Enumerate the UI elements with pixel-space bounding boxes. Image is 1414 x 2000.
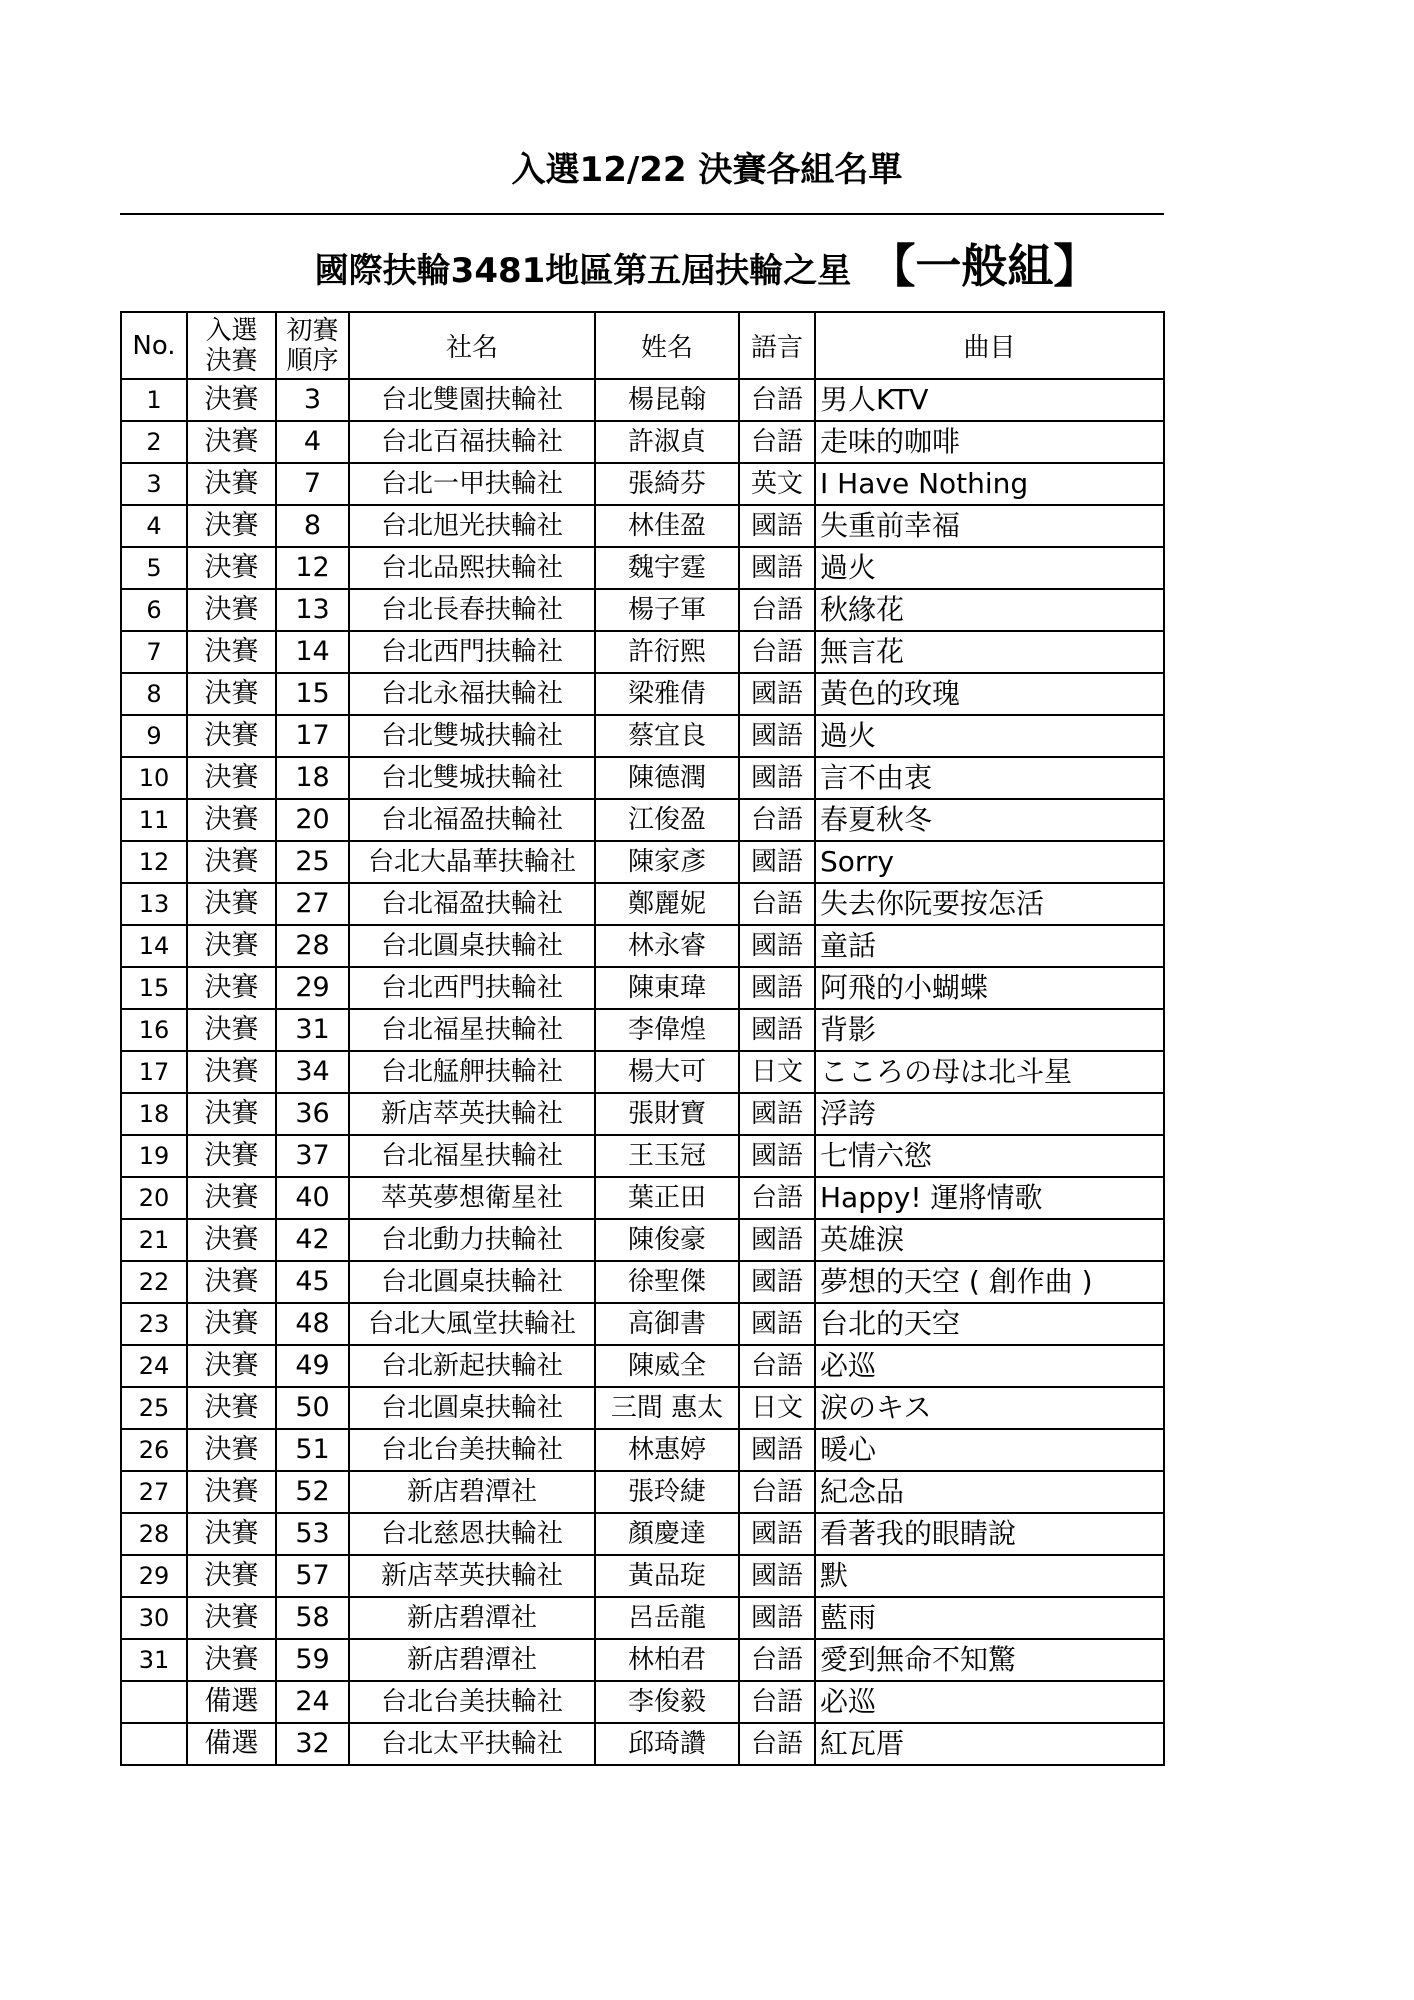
cell-name: 鄭麗妮 bbox=[595, 883, 739, 925]
cell-order: 53 bbox=[276, 1513, 349, 1555]
cell-stage: 決賽 bbox=[187, 925, 276, 967]
cell-no: 7 bbox=[121, 631, 187, 673]
cell-club: 萃英夢想衛星社 bbox=[349, 1177, 595, 1219]
cell-name: 楊大可 bbox=[595, 1051, 739, 1093]
cell-language: 台語 bbox=[739, 631, 815, 673]
cell-language: 國語 bbox=[739, 1219, 815, 1261]
table-title bbox=[0, 232, 1414, 308]
cell-language: 國語 bbox=[739, 1135, 815, 1177]
cell-no: 10 bbox=[121, 757, 187, 799]
cell-order: 58 bbox=[276, 1597, 349, 1639]
cell-language: 國語 bbox=[739, 1009, 815, 1051]
cell-order: 25 bbox=[276, 841, 349, 883]
cell-stage: 決賽 bbox=[187, 1639, 276, 1681]
header-name: 姓名 bbox=[595, 312, 739, 379]
cell-club: 台北大風堂扶輪社 bbox=[349, 1303, 595, 1345]
cell-no: 20 bbox=[121, 1177, 187, 1219]
header-stage-line-2: 決賽 bbox=[205, 345, 258, 376]
cell-stage: 決賽 bbox=[187, 883, 276, 925]
cell-name: 林惠婷 bbox=[595, 1429, 739, 1471]
cell-song: 紀念品 bbox=[815, 1471, 1164, 1513]
cell-language: 國語 bbox=[739, 1093, 815, 1135]
cell-name: 徐聖傑 bbox=[595, 1261, 739, 1303]
cell-language: 台語 bbox=[739, 1471, 815, 1513]
cell-song: Happy! 運將情歌 bbox=[815, 1177, 1164, 1219]
cell-no: 8 bbox=[121, 673, 187, 715]
cell-language: 國語 bbox=[739, 1303, 815, 1345]
cell-no: 14 bbox=[121, 925, 187, 967]
cell-name: 蔡宜良 bbox=[595, 715, 739, 757]
table-row bbox=[121, 1597, 1164, 1639]
cell-song: 男人KTV bbox=[815, 379, 1164, 421]
header-no: No. bbox=[121, 312, 187, 379]
cell-club: 台北旭光扶輪社 bbox=[349, 505, 595, 547]
cell-name: 江俊盈 bbox=[595, 799, 739, 841]
table-title-main: 國際扶輪3481地區第五屆扶輪之星 bbox=[314, 251, 852, 291]
cell-club: 台北圓桌扶輪社 bbox=[349, 1261, 595, 1303]
cell-club: 台北福盈扶輪社 bbox=[349, 883, 595, 925]
table-row bbox=[121, 547, 1164, 589]
table-row bbox=[121, 715, 1164, 757]
cell-stage: 決賽 bbox=[187, 757, 276, 799]
cell-language: 國語 bbox=[739, 673, 815, 715]
cell-song: 台北的天空 bbox=[815, 1303, 1164, 1345]
cell-order: 57 bbox=[276, 1555, 349, 1597]
table-row bbox=[121, 1177, 1164, 1219]
cell-song: 夢想的天空 ( 創作曲 ) bbox=[815, 1261, 1164, 1303]
cell-language: 國語 bbox=[739, 715, 815, 757]
cell-name: 陳威全 bbox=[595, 1345, 739, 1387]
cell-language: 國語 bbox=[739, 1261, 815, 1303]
cell-name: 陳俊豪 bbox=[595, 1219, 739, 1261]
cell-language: 國語 bbox=[739, 1597, 815, 1639]
cell-stage: 決賽 bbox=[187, 715, 276, 757]
cell-no: 31 bbox=[121, 1639, 187, 1681]
table-row bbox=[121, 673, 1164, 715]
cell-stage: 決賽 bbox=[187, 1471, 276, 1513]
cell-no: 12 bbox=[121, 841, 187, 883]
cell-stage: 決賽 bbox=[187, 1177, 276, 1219]
cell-no: 27 bbox=[121, 1471, 187, 1513]
cell-stage: 決賽 bbox=[187, 673, 276, 715]
cell-club: 台北圓桌扶輪社 bbox=[349, 1387, 595, 1429]
cell-club: 台北台美扶輪社 bbox=[349, 1681, 595, 1723]
page-heading: 入選12/22 決賽各組名單 bbox=[511, 150, 903, 190]
cell-name: 許淑貞 bbox=[595, 421, 739, 463]
cell-song: 阿飛的小蝴蝶 bbox=[815, 967, 1164, 1009]
cell-language: 國語 bbox=[739, 1429, 815, 1471]
cell-stage: 決賽 bbox=[187, 1093, 276, 1135]
cell-order: 45 bbox=[276, 1261, 349, 1303]
cell-club: 台北台美扶輪社 bbox=[349, 1429, 595, 1471]
cell-song: 背影 bbox=[815, 1009, 1164, 1051]
cell-language: 國語 bbox=[739, 1555, 815, 1597]
table-row bbox=[121, 379, 1164, 421]
cell-song: 秋緣花 bbox=[815, 589, 1164, 631]
cell-name: 黃品琁 bbox=[595, 1555, 739, 1597]
cell-stage: 決賽 bbox=[187, 547, 276, 589]
cell-stage: 決賽 bbox=[187, 1429, 276, 1471]
table-row bbox=[121, 1093, 1164, 1135]
cell-language: 台語 bbox=[739, 1723, 815, 1765]
cell-club: 台北百福扶輪社 bbox=[349, 421, 595, 463]
table-row bbox=[121, 1261, 1164, 1303]
cell-order: 49 bbox=[276, 1345, 349, 1387]
cell-song: 走味的咖啡 bbox=[815, 421, 1164, 463]
table-row bbox=[121, 1555, 1164, 1597]
cell-language: 台語 bbox=[739, 421, 815, 463]
cell-name: 梁雅倩 bbox=[595, 673, 739, 715]
cell-club: 新店碧潭社 bbox=[349, 1639, 595, 1681]
cell-no bbox=[121, 1681, 187, 1723]
cell-no: 16 bbox=[121, 1009, 187, 1051]
cell-order: 36 bbox=[276, 1093, 349, 1135]
cell-club: 台北福星扶輪社 bbox=[349, 1135, 595, 1177]
cell-club: 新店萃英扶輪社 bbox=[349, 1555, 595, 1597]
cell-language: 台語 bbox=[739, 589, 815, 631]
table-title-group: 【一般組】 bbox=[869, 239, 1100, 293]
cell-order: 3 bbox=[276, 379, 349, 421]
table-row bbox=[121, 883, 1164, 925]
cell-order: 42 bbox=[276, 1219, 349, 1261]
cell-order: 4 bbox=[276, 421, 349, 463]
cell-order: 17 bbox=[276, 715, 349, 757]
cell-song: 英雄淚 bbox=[815, 1219, 1164, 1261]
cell-stage: 決賽 bbox=[187, 421, 276, 463]
cell-no: 22 bbox=[121, 1261, 187, 1303]
cell-order: 7 bbox=[276, 463, 349, 505]
cell-club: 新店碧潭社 bbox=[349, 1471, 595, 1513]
cell-no: 1 bbox=[121, 379, 187, 421]
table-row bbox=[121, 1639, 1164, 1681]
cell-club: 台北一甲扶輪社 bbox=[349, 463, 595, 505]
cell-no: 21 bbox=[121, 1219, 187, 1261]
cell-club: 台北永福扶輪社 bbox=[349, 673, 595, 715]
cell-language: 國語 bbox=[739, 1513, 815, 1555]
cell-no: 25 bbox=[121, 1387, 187, 1429]
cell-song: 紅瓦厝 bbox=[815, 1723, 1164, 1765]
cell-stage: 備選 bbox=[187, 1723, 276, 1765]
cell-order: 12 bbox=[276, 547, 349, 589]
cell-club: 台北福盈扶輪社 bbox=[349, 799, 595, 841]
cell-no: 18 bbox=[121, 1093, 187, 1135]
cell-name: 陳東瑋 bbox=[595, 967, 739, 1009]
cell-name: 張綺芬 bbox=[595, 463, 739, 505]
table-row bbox=[121, 1471, 1164, 1513]
table-row bbox=[121, 1051, 1164, 1093]
table-row bbox=[121, 925, 1164, 967]
heading-divider bbox=[120, 213, 1164, 215]
cell-club: 台北雙園扶輪社 bbox=[349, 379, 595, 421]
table-row bbox=[121, 757, 1164, 799]
cell-language: 國語 bbox=[739, 505, 815, 547]
cell-stage: 決賽 bbox=[187, 631, 276, 673]
cell-language: 台語 bbox=[739, 883, 815, 925]
cell-no: 23 bbox=[121, 1303, 187, 1345]
cell-song: 黃色的玫瑰 bbox=[815, 673, 1164, 715]
cell-club: 新店碧潭社 bbox=[349, 1597, 595, 1639]
table-row bbox=[121, 1345, 1164, 1387]
cell-no: 19 bbox=[121, 1135, 187, 1177]
cell-name: 李偉煌 bbox=[595, 1009, 739, 1051]
cell-order: 18 bbox=[276, 757, 349, 799]
table-row bbox=[121, 967, 1164, 1009]
finalists-table bbox=[120, 311, 1165, 1766]
table-row bbox=[121, 1513, 1164, 1555]
cell-order: 15 bbox=[276, 673, 349, 715]
cell-no: 11 bbox=[121, 799, 187, 841]
cell-club: 新店萃英扶輪社 bbox=[349, 1093, 595, 1135]
cell-stage: 決賽 bbox=[187, 1597, 276, 1639]
cell-song: 無言花 bbox=[815, 631, 1164, 673]
cell-language: 台語 bbox=[739, 799, 815, 841]
header-stage-line-1: 入選 bbox=[205, 315, 258, 346]
cell-song: 七情六慾 bbox=[815, 1135, 1164, 1177]
cell-stage: 決賽 bbox=[187, 589, 276, 631]
cell-stage: 決賽 bbox=[187, 1009, 276, 1051]
cell-name: 林佳盈 bbox=[595, 505, 739, 547]
cell-club: 台北雙城扶輪社 bbox=[349, 757, 595, 799]
header-stage bbox=[187, 312, 276, 379]
cell-club: 台北圓桌扶輪社 bbox=[349, 925, 595, 967]
cell-language: 台語 bbox=[739, 1345, 815, 1387]
cell-order: 28 bbox=[276, 925, 349, 967]
cell-language: 台語 bbox=[739, 1681, 815, 1723]
cell-language: 國語 bbox=[739, 547, 815, 589]
cell-stage: 決賽 bbox=[187, 1345, 276, 1387]
cell-song: 看著我的眼睛說 bbox=[815, 1513, 1164, 1555]
cell-no: 2 bbox=[121, 421, 187, 463]
cell-language: 日文 bbox=[739, 1051, 815, 1093]
cell-song: 失重前幸福 bbox=[815, 505, 1164, 547]
cell-language: 國語 bbox=[739, 841, 815, 883]
cell-name: 邱琦讚 bbox=[595, 1723, 739, 1765]
cell-song: 言不由衷 bbox=[815, 757, 1164, 799]
table-row bbox=[121, 1429, 1164, 1471]
table-header-row bbox=[121, 312, 1164, 379]
header-club: 社名 bbox=[349, 312, 595, 379]
cell-stage: 決賽 bbox=[187, 799, 276, 841]
cell-order: 51 bbox=[276, 1429, 349, 1471]
cell-language: 國語 bbox=[739, 757, 815, 799]
cell-no: 13 bbox=[121, 883, 187, 925]
cell-stage: 決賽 bbox=[187, 1051, 276, 1093]
cell-order: 59 bbox=[276, 1639, 349, 1681]
cell-song: 春夏秋冬 bbox=[815, 799, 1164, 841]
cell-club: 台北動力扶輪社 bbox=[349, 1219, 595, 1261]
header-language: 語言 bbox=[739, 312, 815, 379]
cell-no: 6 bbox=[121, 589, 187, 631]
cell-stage: 決賽 bbox=[187, 967, 276, 1009]
cell-stage: 決賽 bbox=[187, 505, 276, 547]
cell-name: 陳德潤 bbox=[595, 757, 739, 799]
cell-order: 8 bbox=[276, 505, 349, 547]
header-order-line-1: 初賽 bbox=[286, 315, 339, 346]
cell-name: 林永睿 bbox=[595, 925, 739, 967]
cell-name: 許衍熙 bbox=[595, 631, 739, 673]
cell-song: 失去你阮要按怎活 bbox=[815, 883, 1164, 925]
cell-song: Sorry bbox=[815, 841, 1164, 883]
cell-name: 張財寶 bbox=[595, 1093, 739, 1135]
cell-name: 高御書 bbox=[595, 1303, 739, 1345]
table-row bbox=[121, 463, 1164, 505]
cell-no: 30 bbox=[121, 1597, 187, 1639]
cell-order: 20 bbox=[276, 799, 349, 841]
cell-no: 26 bbox=[121, 1429, 187, 1471]
cell-stage: 決賽 bbox=[187, 1387, 276, 1429]
cell-order: 52 bbox=[276, 1471, 349, 1513]
table-row bbox=[121, 799, 1164, 841]
table-row bbox=[121, 631, 1164, 673]
cell-club: 台北西門扶輪社 bbox=[349, 631, 595, 673]
cell-name: 陳家彥 bbox=[595, 841, 739, 883]
cell-song: 必巡 bbox=[815, 1345, 1164, 1387]
cell-name: 呂岳龍 bbox=[595, 1597, 739, 1639]
cell-club: 台北品熙扶輪社 bbox=[349, 547, 595, 589]
cell-club: 台北大晶華扶輪社 bbox=[349, 841, 595, 883]
cell-song: 默 bbox=[815, 1555, 1164, 1597]
cell-name: 林柏君 bbox=[595, 1639, 739, 1681]
cell-no: 3 bbox=[121, 463, 187, 505]
table-row bbox=[121, 1303, 1164, 1345]
cell-stage: 決賽 bbox=[187, 1219, 276, 1261]
table-row bbox=[121, 505, 1164, 547]
cell-order: 13 bbox=[276, 589, 349, 631]
cell-stage: 決賽 bbox=[187, 841, 276, 883]
cell-song: 愛到無命不知驚 bbox=[815, 1639, 1164, 1681]
cell-stage: 備選 bbox=[187, 1681, 276, 1723]
cell-no: 24 bbox=[121, 1345, 187, 1387]
cell-club: 台北慈恩扶輪社 bbox=[349, 1513, 595, 1555]
header-order-line-2: 順序 bbox=[286, 345, 339, 376]
header-song: 曲目 bbox=[815, 312, 1164, 379]
cell-name: 楊子軍 bbox=[595, 589, 739, 631]
cell-order: 29 bbox=[276, 967, 349, 1009]
cell-club: 台北福星扶輪社 bbox=[349, 1009, 595, 1051]
cell-no: 17 bbox=[121, 1051, 187, 1093]
cell-order: 40 bbox=[276, 1177, 349, 1219]
cell-no: 28 bbox=[121, 1513, 187, 1555]
cell-song: 過火 bbox=[815, 715, 1164, 757]
cell-club: 台北艋舺扶輪社 bbox=[349, 1051, 595, 1093]
cell-no: 4 bbox=[121, 505, 187, 547]
cell-order: 37 bbox=[276, 1135, 349, 1177]
cell-song: 暖心 bbox=[815, 1429, 1164, 1471]
cell-song: 浮誇 bbox=[815, 1093, 1164, 1135]
cell-language: 國語 bbox=[739, 967, 815, 1009]
table-row bbox=[121, 1219, 1164, 1261]
table-row bbox=[121, 841, 1164, 883]
cell-song: 藍雨 bbox=[815, 1597, 1164, 1639]
cell-stage: 決賽 bbox=[187, 1303, 276, 1345]
cell-club: 台北太平扶輪社 bbox=[349, 1723, 595, 1765]
cell-name: 葉正田 bbox=[595, 1177, 739, 1219]
cell-stage: 決賽 bbox=[187, 1513, 276, 1555]
table-row bbox=[121, 1681, 1164, 1723]
cell-no: 15 bbox=[121, 967, 187, 1009]
header-order bbox=[276, 312, 349, 379]
cell-song: 必巡 bbox=[815, 1681, 1164, 1723]
table-row bbox=[121, 1387, 1164, 1429]
cell-order: 50 bbox=[276, 1387, 349, 1429]
cell-club: 台北雙城扶輪社 bbox=[349, 715, 595, 757]
cell-name: 張玲緁 bbox=[595, 1471, 739, 1513]
table-body bbox=[121, 379, 1164, 1765]
cell-stage: 決賽 bbox=[187, 1135, 276, 1177]
cell-song: 涙のキス bbox=[815, 1387, 1164, 1429]
cell-song: 童話 bbox=[815, 925, 1164, 967]
cell-order: 31 bbox=[276, 1009, 349, 1051]
cell-no: 9 bbox=[121, 715, 187, 757]
cell-order: 48 bbox=[276, 1303, 349, 1345]
table-row bbox=[121, 589, 1164, 631]
cell-language: 台語 bbox=[739, 1639, 815, 1681]
cell-no bbox=[121, 1723, 187, 1765]
cell-order: 27 bbox=[276, 883, 349, 925]
cell-song: こころの母は北斗星 bbox=[815, 1051, 1164, 1093]
cell-language: 台語 bbox=[739, 1177, 815, 1219]
cell-order: 14 bbox=[276, 631, 349, 673]
table-row bbox=[121, 1135, 1164, 1177]
cell-club: 台北西門扶輪社 bbox=[349, 967, 595, 1009]
cell-no: 5 bbox=[121, 547, 187, 589]
cell-stage: 決賽 bbox=[187, 1261, 276, 1303]
cell-name: 王玉冠 bbox=[595, 1135, 739, 1177]
cell-language: 日文 bbox=[739, 1387, 815, 1429]
cell-language: 台語 bbox=[739, 379, 815, 421]
cell-order: 34 bbox=[276, 1051, 349, 1093]
cell-name: 楊昆翰 bbox=[595, 379, 739, 421]
cell-name: 李俊毅 bbox=[595, 1681, 739, 1723]
cell-name: 顏慶達 bbox=[595, 1513, 739, 1555]
cell-no: 29 bbox=[121, 1555, 187, 1597]
cell-song: I Have Nothing bbox=[815, 463, 1164, 505]
cell-language: 國語 bbox=[739, 925, 815, 967]
cell-stage: 決賽 bbox=[187, 463, 276, 505]
cell-name: 三間 惠太 bbox=[595, 1387, 739, 1429]
cell-club: 台北新起扶輪社 bbox=[349, 1345, 595, 1387]
cell-stage: 決賽 bbox=[187, 1555, 276, 1597]
table-row bbox=[121, 1723, 1164, 1765]
cell-name: 魏宇霆 bbox=[595, 547, 739, 589]
cell-club: 台北長春扶輪社 bbox=[349, 589, 595, 631]
table-row bbox=[121, 421, 1164, 463]
cell-order: 32 bbox=[276, 1723, 349, 1765]
cell-language: 英文 bbox=[739, 463, 815, 505]
table-row bbox=[121, 1009, 1164, 1051]
cell-order: 24 bbox=[276, 1681, 349, 1723]
cell-song: 過火 bbox=[815, 547, 1164, 589]
cell-stage: 決賽 bbox=[187, 379, 276, 421]
